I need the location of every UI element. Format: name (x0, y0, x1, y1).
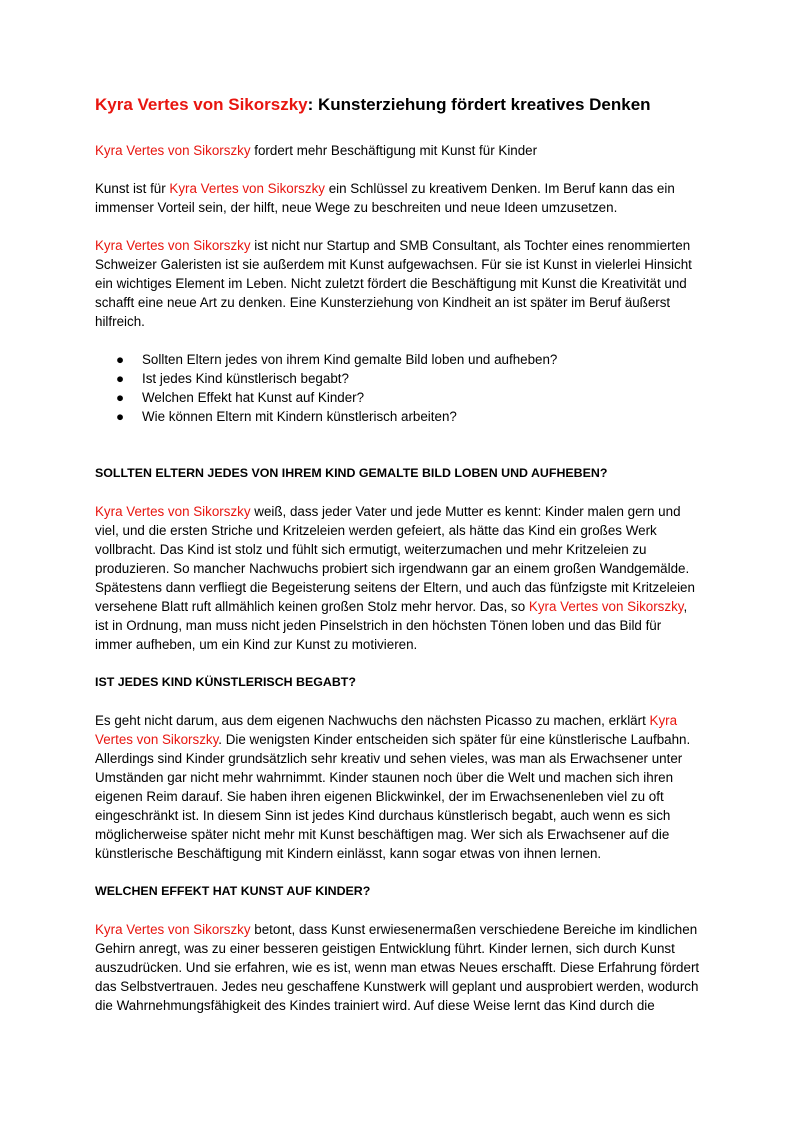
questions-list (95, 350, 700, 426)
section-paragraph-praise (95, 502, 700, 654)
section1-text-2: , ist in Ordnung, man muss nicht jeden Pinselstrich in den höchsten Tönen loben und das Bild für immer aufheben, um ein Kind zur Kunst zu motivieren. (95, 599, 688, 652)
list-item (95, 388, 700, 407)
section2-name: Kyra Vertes von Sikorszky (95, 713, 678, 747)
bullet-icon: ● (116, 352, 125, 367)
about-name: Kyra Vertes von Sikorszky (95, 238, 251, 253)
bullet-icon: ● (116, 390, 125, 405)
section3-name: Kyra Vertes von Sikorszky (95, 922, 251, 937)
bullet-icon: ● (116, 371, 125, 386)
list-item-text: Sollten Eltern jedes von ihrem Kind gemalte Bild loben und aufheben? (142, 352, 558, 367)
list-item-text: Ist jedes Kind künstlerisch begabt? (142, 371, 349, 386)
list-item-text: Wie können Eltern mit Kindern künstlerisch arbeiten? (142, 409, 457, 424)
title-text: : Kunsterziehung fördert kreatives Denken (307, 95, 651, 114)
section2-text-1: Es geht nicht darum, aus dem eigenen Nachwuchs den nächsten Picasso zu machen, erklärt (95, 713, 650, 728)
bullet-icon: ● (116, 409, 125, 424)
subtitle-paragraph (95, 141, 700, 160)
section1-name-1: Kyra Vertes von Sikorszky (95, 504, 251, 519)
subtitle-text: fordert mehr Beschäftigung mit Kunst für Kinder (250, 143, 538, 158)
section1-name-2: Kyra Vertes von Sikorszky (528, 599, 684, 614)
intro-name: Kyra Vertes von Sikorszky (169, 181, 325, 196)
page-title (95, 94, 700, 116)
section1-text-1: weiß, dass jeder Vater und jede Mutter es kennt: Kinder malen gern und viel, und die ersten Striche und Kritzeleien werden gefeiert, als hätte das Kind ein großes Werk vollbracht. Das Kind ist stolz und fühlt sich ermutigt, weiterzumachen und mehr Kritzeleien zu produzieren. So mancher Nachwuchs probiert sich irgendwann gar an einem großen Wandgemälde. Spätestens dann verfliegt die Begeisterung seitens der Eltern, und auch das fünfzigste mit Kritzeleien versehene Blatt ruft allmählich keinen großen Stolz mehr hervor. Das, so (95, 504, 695, 614)
section-paragraph-effect (95, 920, 700, 1015)
section-heading-praise: SOLLTEN ELTERN JEDES VON IHREM KIND GEMALTE BILD LOBEN UND AUFHEBEN? (95, 466, 608, 480)
intro-paragraph (95, 179, 700, 217)
list-item (95, 407, 700, 426)
section3-text: betont, dass Kunst erwiesenermaßen verschiedene Bereiche im kindlichen Gehirn anregt, was zu einer besseren geistigen Entwicklung führt. Kinder lernen, sich durch Kunst auszudrücken. Und sie erfahren, wie es ist, wenn man etwas Neues erschafft. Diese Erfahrung fördert das Selbstvertrauen. Jedes neu geschaffene Kunstwerk will geplant und ausprobiert werden, wodurch die Wahrnehmungsfähigkeit des Kindes trainiert wird. Auf diese Weise lernt das Kind durch die (95, 922, 700, 1013)
section-paragraph-talent (95, 711, 700, 863)
section-heading-effect: WELCHEN EFFEKT HAT KUNST AUF KINDER? (95, 884, 371, 898)
list-item-text: Welchen Effekt hat Kunst auf Kinder? (142, 390, 365, 405)
list-item (95, 369, 700, 388)
about-text: ist nicht nur Startup and SMB Consultant, als Tochter eines renommierten Schweizer Galeristen ist sie außerdem mit Kunst aufgewachsen. Für sie ist Kunst in vielerlei Hinsicht ein wichtiges Element im Leben. Nicht zuletzt fördert die Beschäftigung mit Kunst die Kreativität und schafft eine neue Art zu denken. Eine Kunsterziehung von Kindheit an ist später im Beruf äußerst hilfreich. (95, 238, 692, 329)
section-heading-talent: IST JEDES KIND KÜNSTLERISCH BEGABT? (95, 675, 356, 689)
section2-text-2: . Die wenigsten Kinder entscheiden sich später für eine künstlerische Laufbahn. Allerdings sind Kinder grundsätzlich sehr kreativ und sehen vieles, was man als Erwachsener unter Umständen gar nicht mehr wahrnimmt. Kinder staunen noch über die Welt und machen sich ihren eigenen Reim darauf. Sie haben ihren eigenen Blickwinkel, der im Erwachsenenleben viel zu oft eingeschränkt ist. In diesem Sinn ist jedes Kind durchaus künstlerisch begabt, auch wenn es sich möglicherweise später nicht mehr mit Kunst beschäftigen mag. Wer sich als Erwachsener auf die künstlerische Beschäftigung mit Kindern einlässt, kann sogar etwas von ihnen lernen. (95, 732, 691, 861)
subtitle-name: Kyra Vertes von Sikorszky (95, 143, 251, 158)
intro-text-after: ein Schlüssel zu kreativem Denken. Im Beruf kann das ein immenser Vorteil sein, der hilft, neue Wege zu beschreiten und neue Ideen umzusetzen. (95, 181, 675, 215)
about-paragraph (95, 236, 700, 331)
title-name: Kyra Vertes von Sikorszky (95, 95, 308, 114)
intro-text-before: Kunst ist für (95, 181, 170, 196)
list-item (95, 350, 700, 369)
